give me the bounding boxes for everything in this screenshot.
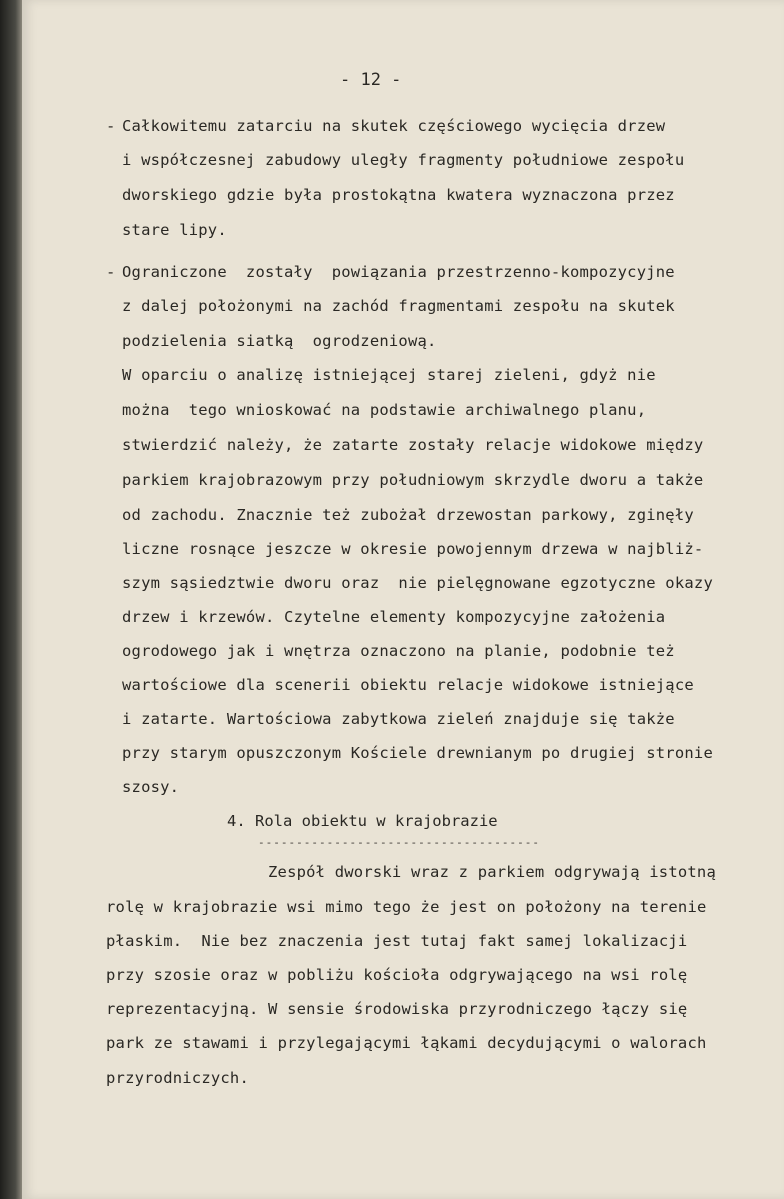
section-heading: 4. Rola obiektu w krajobrazie xyxy=(227,812,498,830)
paragraph-1-line-12: przy starym opuszczonym Kościele drewnianym po drugiej stronie xyxy=(122,744,713,762)
paragraph-1-line-6: liczne rosnące jeszcze w okresie powojennym drzewa w najbliż- xyxy=(122,540,704,558)
section-4-line-5: reprezentacyjną. W sensie środowiska przyrodniczego łączy się xyxy=(106,1000,688,1018)
bullet-1-line-2: i współczesnej zabudowy uległy fragmenty południowe zespołu xyxy=(122,151,685,169)
bullet-2-line-2: z dalej położonymi na zachód fragmentami zespołu na skutek xyxy=(122,297,675,315)
bullet-dash: - xyxy=(106,117,116,135)
section-4-line-2: rolę w krajobrazie wsi mimo tego że jest on położony na terenie xyxy=(106,898,707,916)
section-4-line-3: płaskim. Nie bez znaczenia jest tutaj fakt samej lokalizacji xyxy=(106,932,688,950)
paragraph-1-line-10: wartościowe dla scenerii obiektu relacje widokowe istniejące xyxy=(122,676,694,694)
paragraph-1-line-13: szosy. xyxy=(122,778,180,796)
paragraph-1-line-8: drzew i krzewów. Czytelne elementy kompozycyjne założenia xyxy=(122,608,666,626)
paragraph-1-line-5: od zachodu. Znacznie też zubożał drzewostan parkowy, zginęły xyxy=(122,506,694,524)
bullet-2-line-3: podzielenia siatką ogrodzeniową. xyxy=(122,332,437,350)
heading-underline: ------------------------------------- xyxy=(258,836,541,849)
bullet-2-line-1: Ograniczone zostały powiązania przestrzenno-kompozycyjne xyxy=(122,263,675,281)
scan-binding-edge xyxy=(0,0,22,1199)
paragraph-1-line-11: i zatarte. Wartościowa zabytkowa zieleń znajduje się także xyxy=(122,710,675,728)
bullet-1-line-3: dworskiego gdzie była prostokątna kwatera wyznaczona przez xyxy=(122,186,675,204)
paragraph-1-line-9: ogrodowego jak i wnętrza oznaczono na planie, podobnie też xyxy=(122,642,675,660)
bullet-1-line-4: stare lipy. xyxy=(122,221,227,239)
paragraph-1-line-4: parkiem krajobrazowym przy południowym skrzydle dworu a także xyxy=(122,471,704,489)
section-4-line-7: przyrodniczych. xyxy=(106,1069,249,1087)
paragraph-1-line-7: szym sąsiedztwie dworu oraz nie pielęgnowane egzotyczne okazy xyxy=(122,574,713,592)
paragraph-1-line-2: można tego wnioskować na podstawie archiwalnego planu, xyxy=(122,401,647,419)
section-4-line-6: park ze stawami i przylegającymi łąkami decydującymi o walorach xyxy=(106,1034,707,1052)
document-page xyxy=(22,0,784,1199)
paragraph-1-line-1: W oparciu o analizę istniejącej starej zieleni, gdyż nie xyxy=(122,366,656,384)
bullet-dash: - xyxy=(106,263,116,281)
bullet-1-line-1: Całkowitemu zatarciu na skutek częściowego wycięcia drzew xyxy=(122,117,666,135)
page-number: - 12 - xyxy=(340,70,402,90)
section-4-line-1: Zespół dworski wraz z parkiem odgrywają istotną xyxy=(268,863,716,881)
paragraph-1-line-3: stwierdzić należy, że zatarte zostały relacje widokowe między xyxy=(122,436,704,454)
section-4-line-4: przy szosie oraz w pobliżu kościoła odgrywającego na wsi rolę xyxy=(106,966,688,984)
